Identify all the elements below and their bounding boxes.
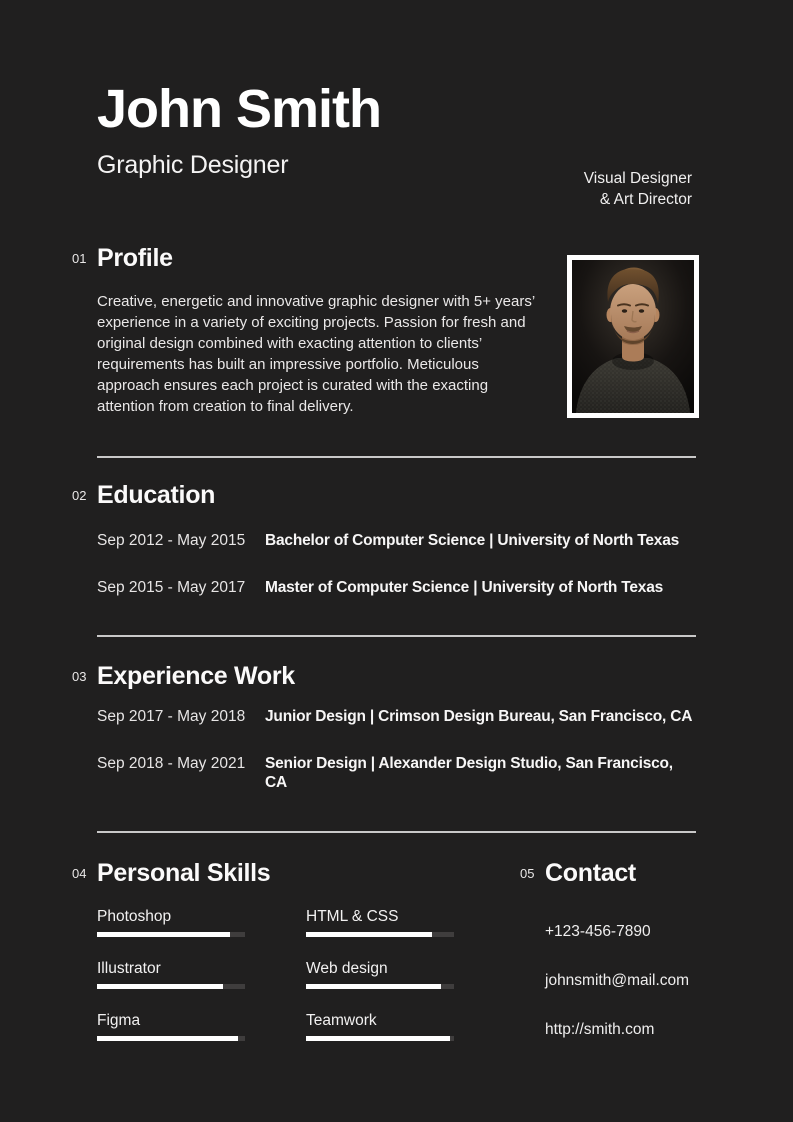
education-dates: Sep 2012 - May 2015 [97, 532, 246, 549]
skill-bar-track [97, 984, 245, 989]
tagline-line-2: & Art Director [599, 191, 692, 208]
section-experience [72, 660, 696, 792]
skill-label: Figma [97, 1012, 141, 1029]
experience-heading-label: Experience Work [97, 662, 295, 690]
contact-website: http://smith.com [545, 1021, 655, 1038]
skills-column-right [306, 907, 454, 1063]
skill-bar-track [97, 932, 245, 937]
experience-detail: Junior Design | Crimson Design Bureau, San Francisco, CA [265, 708, 693, 725]
skill-bar-fill [97, 984, 223, 989]
skill-item [97, 959, 245, 989]
experience-dates: Sep 2017 - May 2018 [97, 708, 246, 725]
section-number: 03 [72, 669, 87, 684]
experience-row [97, 754, 696, 792]
contact-heading-label: Contact [545, 859, 636, 887]
skill-item [306, 1011, 454, 1041]
experience-heading [72, 660, 696, 692]
skill-label: Illustrator [97, 960, 161, 977]
education-dates: Sep 2015 - May 2017 [97, 579, 246, 596]
contact-heading [520, 857, 689, 889]
skill-item [97, 1011, 245, 1041]
profile-photo-illustration [572, 260, 694, 413]
tagline [584, 168, 692, 210]
tagline-line-1: Visual Designer [583, 170, 692, 187]
skill-bar-fill [97, 932, 230, 937]
experience-dates: Sep 2018 - May 2021 [97, 755, 246, 772]
contact-phone: +123-456-7890 [545, 923, 651, 940]
profile-heading-label: Profile [97, 244, 173, 272]
skills-heading-label: Personal Skills [97, 859, 271, 887]
skill-bar-track [306, 984, 454, 989]
section-contact [520, 857, 690, 1069]
skill-bar-track [97, 1036, 245, 1041]
divider [97, 635, 696, 637]
skill-item [306, 907, 454, 937]
education-row [97, 531, 696, 550]
skill-item [306, 959, 454, 989]
skill-bar-fill [306, 1036, 450, 1041]
skills-heading [72, 857, 454, 889]
skill-label: Photoshop [97, 908, 172, 925]
skill-bar-fill [306, 932, 432, 937]
section-number: 02 [72, 488, 87, 503]
skill-bar-track [306, 932, 454, 937]
skill-label: Web design [306, 960, 388, 977]
section-number: 01 [72, 251, 87, 266]
section-number: 05 [520, 866, 535, 881]
skill-bar-fill [97, 1036, 238, 1041]
divider [97, 456, 696, 458]
section-education [72, 479, 696, 597]
section-number: 04 [72, 866, 87, 881]
skill-item [97, 907, 245, 937]
divider [97, 831, 696, 833]
education-row [97, 578, 696, 597]
skill-bar-track [306, 1036, 454, 1041]
education-detail: Master of Computer Science | University of North Texas [265, 579, 664, 596]
person-name: John Smith [97, 79, 381, 139]
skill-bar-fill [306, 984, 441, 989]
education-heading [72, 479, 696, 511]
profile-text: Creative, energetic and innovative graphic designer with 5+ years’ experience in a variety of exciting projects. Passion for fresh and original design combined with exacting attention to clients’ requirements has built an impressive portfolio. Meticulous approach ensures each project is curated with the exacting attention from creation to final delivery. [97, 293, 535, 415]
profile-photo [567, 255, 699, 418]
education-heading-label: Education [97, 481, 216, 509]
skills-column-left [97, 907, 245, 1063]
section-personal-skills [72, 857, 454, 1069]
education-detail: Bachelor of Computer Science | University of North Texas [265, 532, 680, 549]
person-role: Graphic Designer [97, 151, 289, 179]
skill-label: HTML & CSS [306, 908, 399, 925]
contact-email: johnsmith@mail.com [545, 972, 690, 989]
experience-row [97, 707, 696, 726]
skill-label: Teamwork [306, 1012, 377, 1029]
experience-detail: Senior Design | Alexander Design Studio, San Francisco, CA [265, 755, 673, 791]
